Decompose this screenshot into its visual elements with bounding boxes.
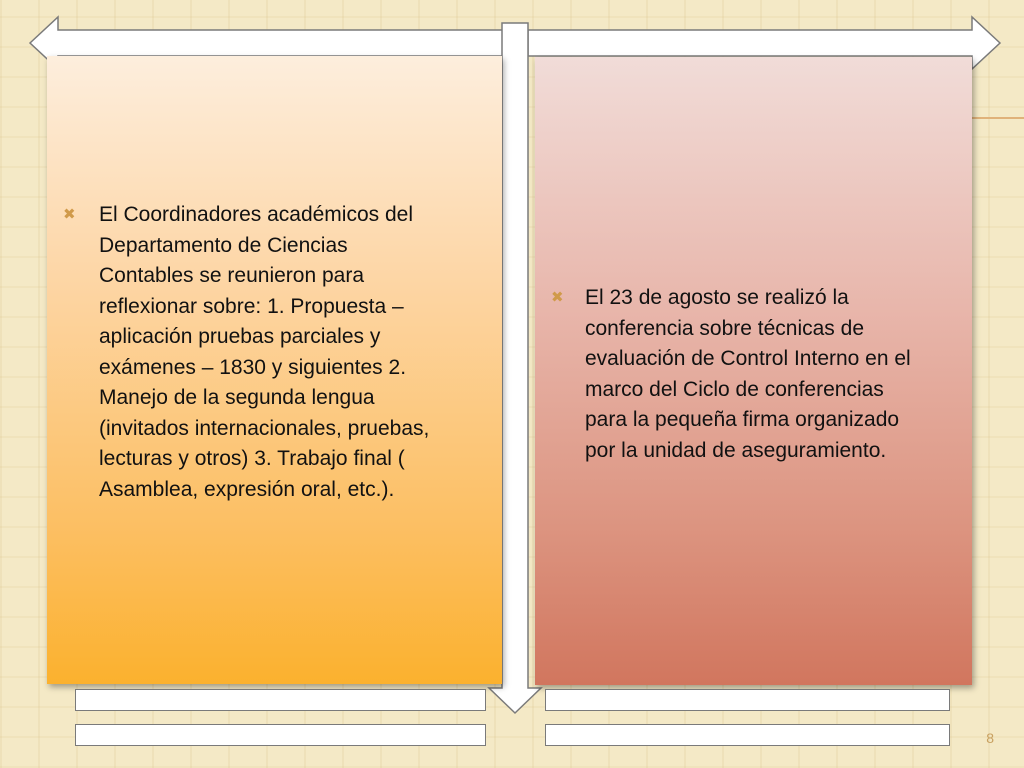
left-bullet-item — [61, 200, 491, 505]
x-mark-icon: ✖ — [63, 206, 76, 223]
right-content-panel — [535, 57, 972, 685]
right-bullet-item — [549, 283, 969, 466]
right-bullet-text: El 23 de agosto se realizó la conferencia sobre técnicas de evaluación de Control Interno en el marco del Ciclo de conferencias para la pequeña firma organizado por la unidad de aseguramiento. — [585, 286, 911, 462]
left-bottom-bar-2 — [75, 724, 486, 746]
page-number: 8 — [986, 730, 994, 746]
left-bullet-text: El Coordinadores académicos del Departamento de Ciencias Contables se reunieron para reflexionar sobre: 1. Propuesta – aplicación pruebas parciales y exámenes – 1830 y siguientes 2. Manejo de la segunda lengua (invitados internacionales, pruebas, lecturas y otros) 3. Trabajo final ( Asamblea, expresión oral, etc.). — [99, 203, 430, 501]
right-bottom-bar-1 — [545, 689, 950, 711]
left-content-panel — [47, 56, 502, 684]
right-bottom-bar-2 — [545, 724, 950, 746]
left-bottom-bar-1 — [75, 689, 486, 711]
x-mark-icon: ✖ — [551, 289, 564, 306]
